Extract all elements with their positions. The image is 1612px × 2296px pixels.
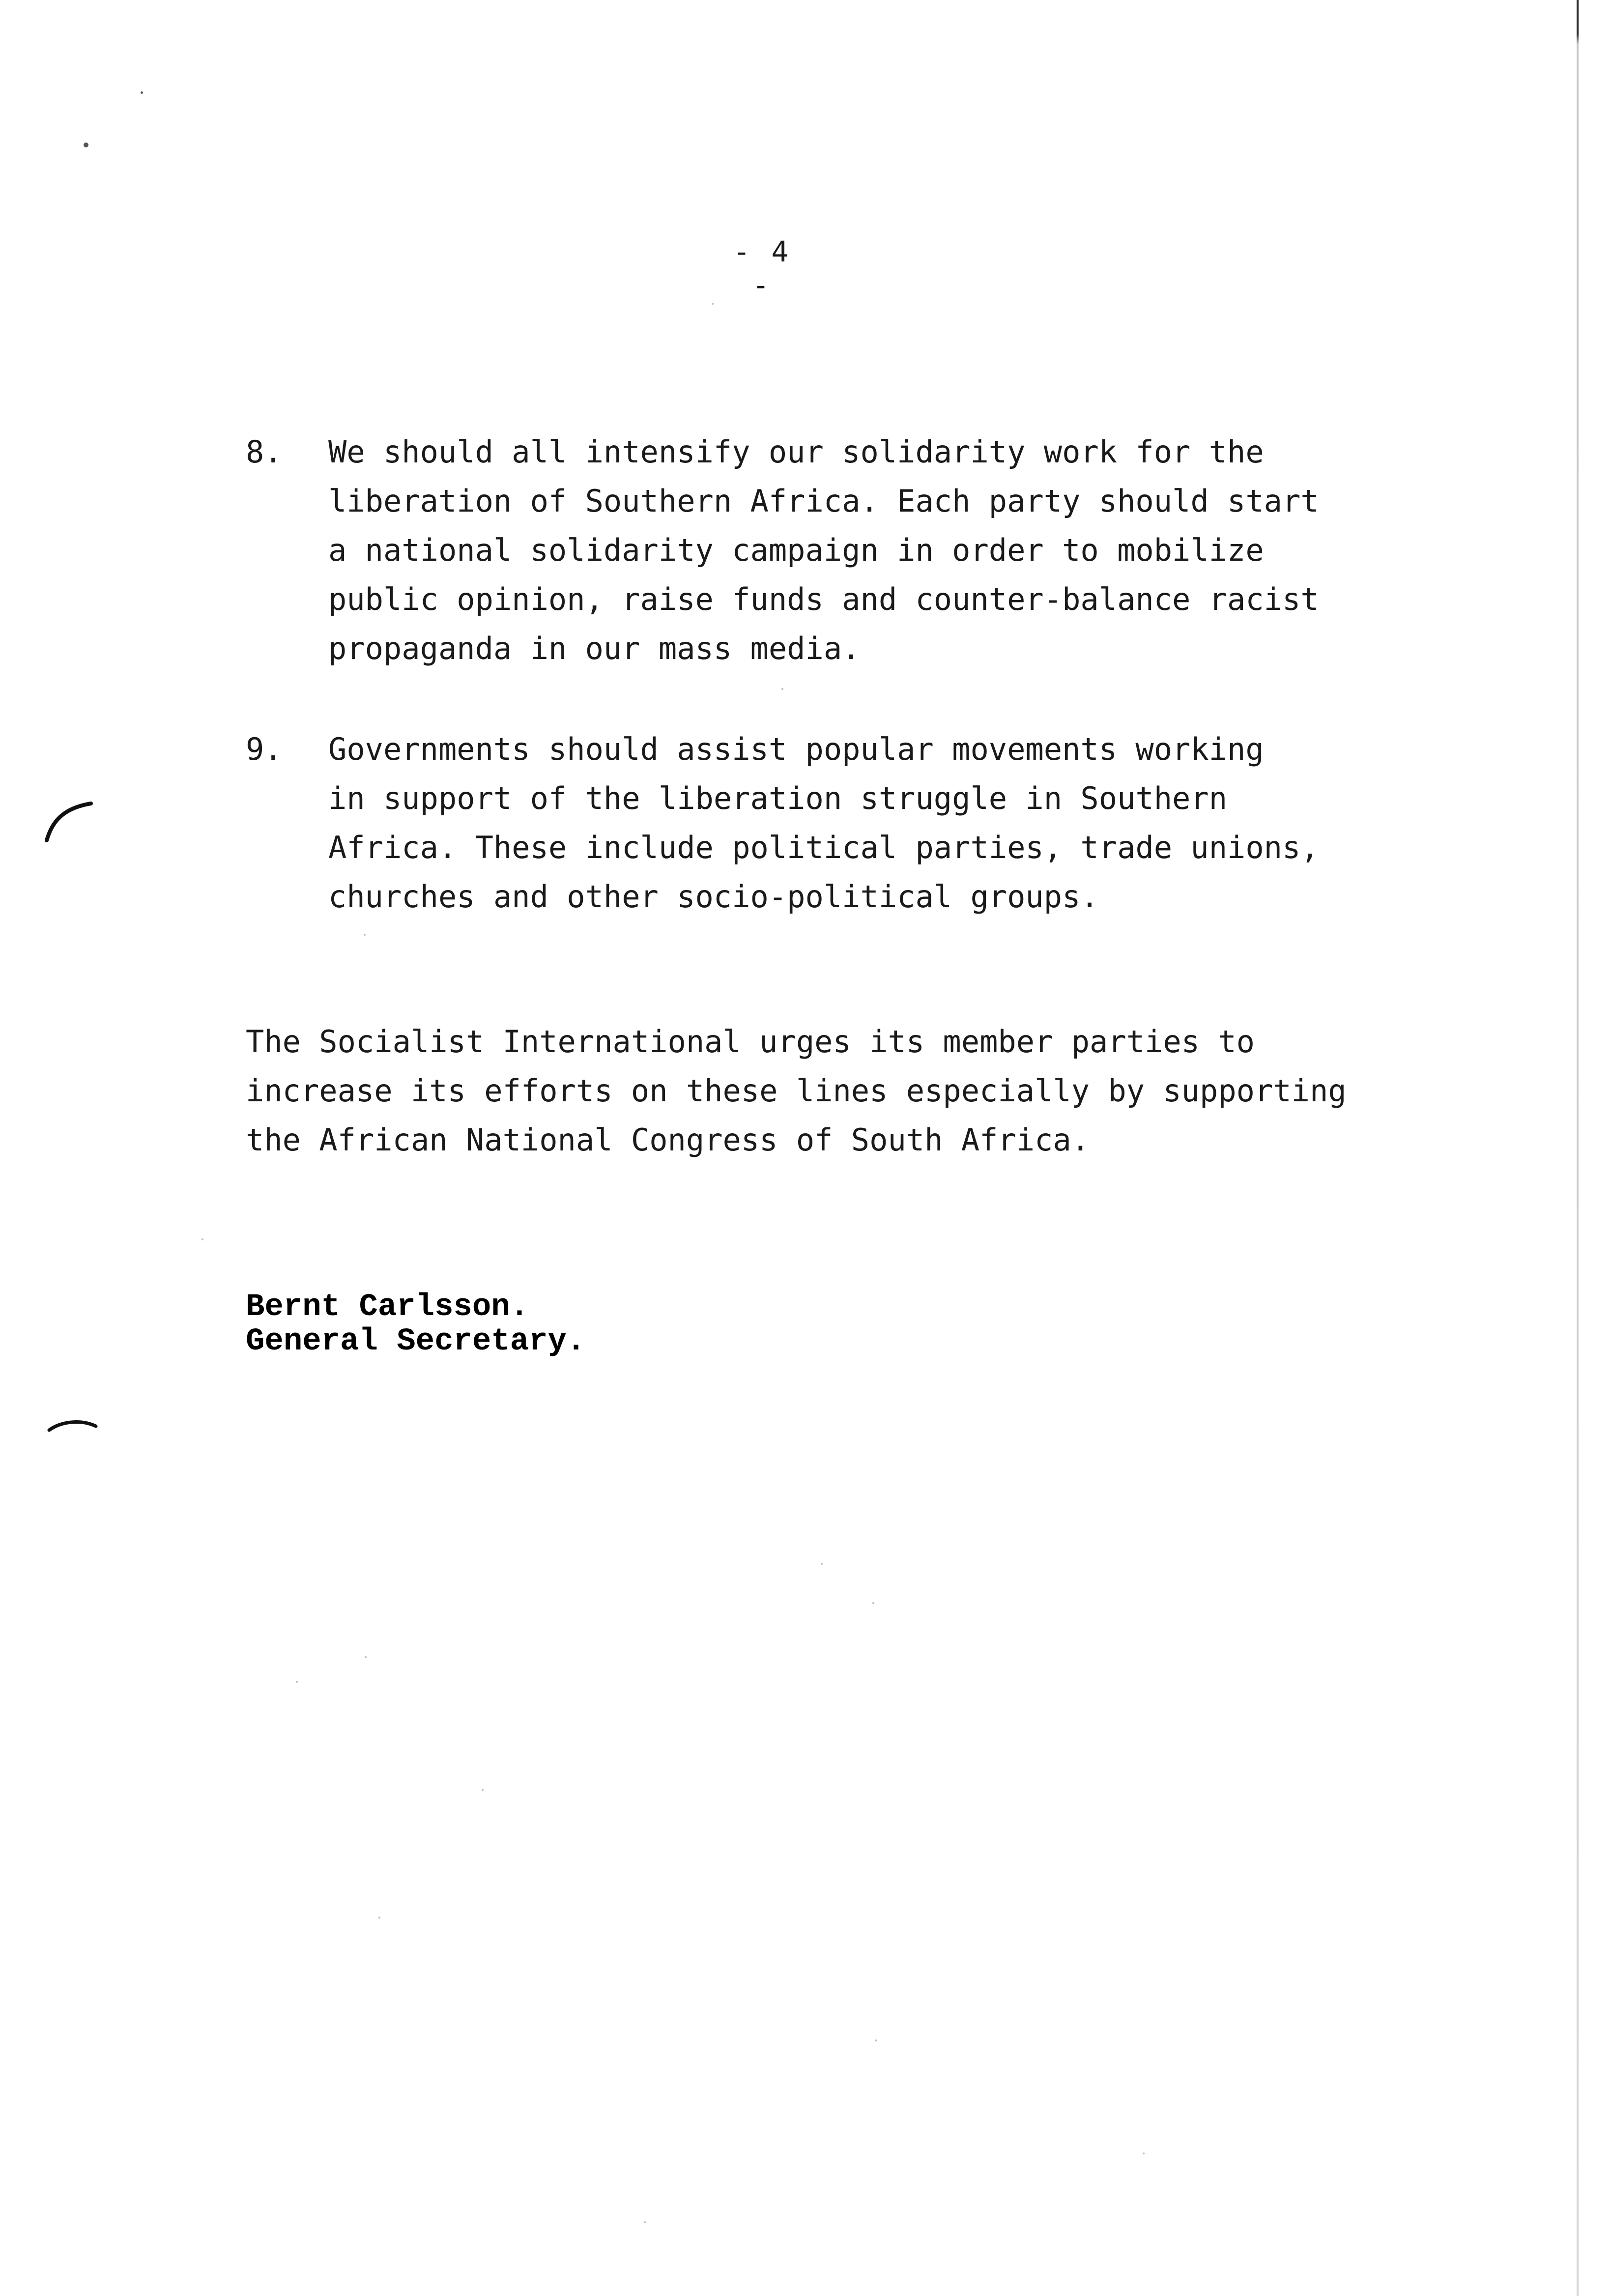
margin-hook-mark — [42, 794, 96, 843]
scan-speck — [296, 1681, 298, 1683]
scan-speck — [712, 303, 714, 305]
signature-block — [246, 1290, 585, 1359]
closing-paragraph — [246, 1017, 1465, 1165]
text-line: liberation of Southern Africa. Each party should start — [328, 483, 1319, 519]
text-line: in support of the liberation struggle in Southern — [328, 780, 1228, 816]
item-text — [328, 428, 1473, 673]
text-line: public opinion, raise funds and counter-balance racist — [328, 581, 1319, 617]
scan-speck — [84, 143, 88, 147]
item-number: 8. — [246, 434, 283, 470]
scan-speck — [644, 2221, 646, 2223]
signatory-name: Bernt Carlsson. — [246, 1290, 529, 1325]
text-line: the African National Congress of South Africa. — [246, 1122, 1090, 1158]
text-line: Africa. These include political parties, trade unions, — [328, 830, 1319, 865]
item-text — [328, 725, 1473, 921]
text-line: a national solidarity campaign in order to mobilize — [328, 532, 1264, 568]
scan-speck — [378, 1917, 380, 1919]
page-number: - 4 - — [733, 235, 791, 302]
scan-speck — [365, 1656, 367, 1658]
text-line: We should all intensify our solidarity work for the — [328, 434, 1264, 470]
scan-speck — [1143, 2152, 1145, 2154]
text-line: churches and other socio-political groups. — [328, 879, 1099, 915]
page-edge-line — [1577, 0, 1579, 2296]
text-line: propaganda in our mass media. — [328, 631, 861, 666]
scan-speck — [781, 688, 783, 690]
text-line: Governments should assist popular movements working — [328, 731, 1264, 767]
text-line: increase its efforts on these lines especially by supporting — [246, 1073, 1347, 1109]
scan-speck — [202, 1238, 203, 1240]
scan-speck — [872, 1602, 874, 1604]
scan-speck — [364, 934, 366, 936]
scan-speck — [821, 1563, 823, 1565]
signatory-title: General Secretary. — [246, 1324, 586, 1359]
text-line: The Socialist International urges its member parties to — [246, 1024, 1255, 1060]
scan-speck — [141, 91, 143, 94]
scan-speck — [875, 2039, 877, 2041]
item-number: 9. — [246, 731, 283, 767]
scan-speck — [482, 1789, 484, 1791]
margin-dash-mark — [47, 1415, 101, 1435]
